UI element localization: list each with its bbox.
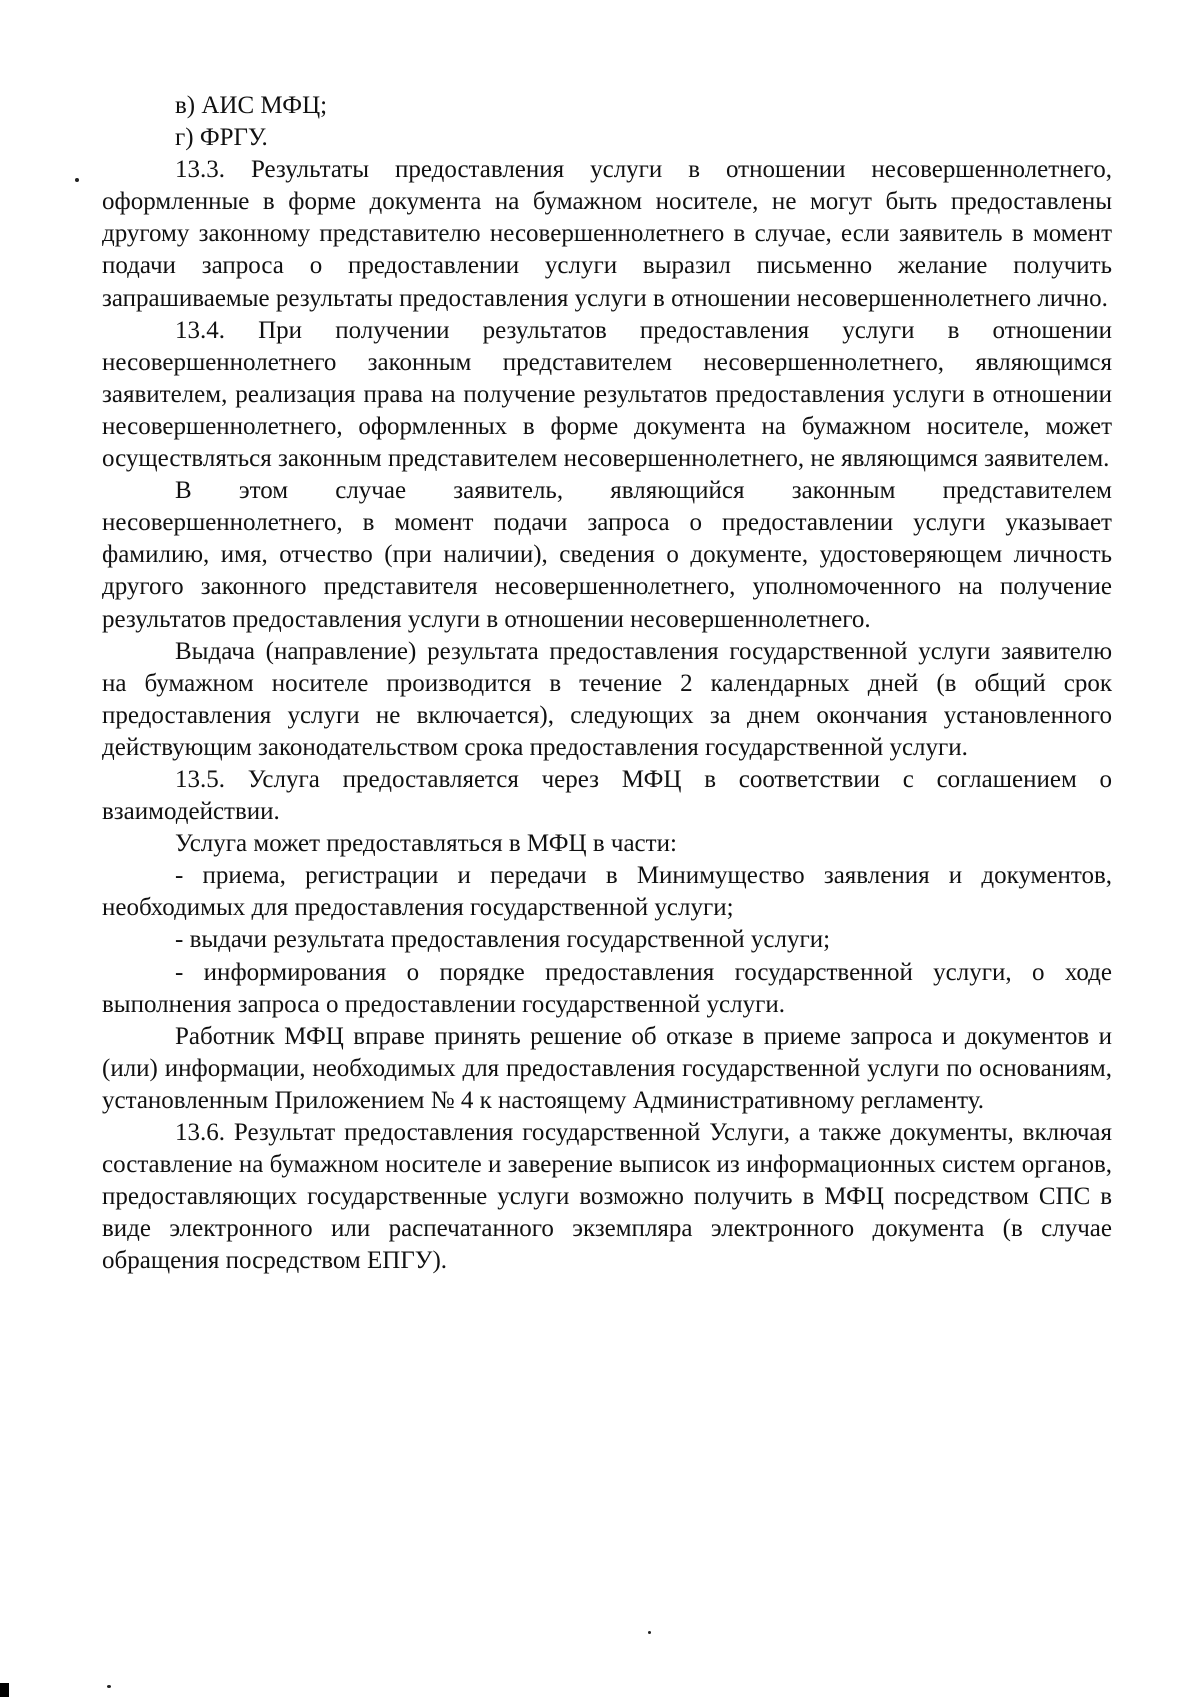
list-item-reception: - приема, регистрации и передачи в Минимущество заявления и документов, необходимых для предоставления государственной услуги; <box>102 862 1112 922</box>
paragraph-13-5: 13.5. Услуга предоставляется через МФЦ в соответствии с соглашением о взаимодействии. <box>102 765 1112 826</box>
scan-speck <box>107 1685 111 1688</box>
paragraph-13-4: 13.4. При получении результатов предоставления услуги в отношении несовершеннолетнего законным представителем несовершеннолетнего, являющимся заявителем, реализация права на получение результатов предоставления услуги в отношении несовершеннолетнего, оформленных в форме документа на бумажном носителе, может осуществляться законным представителем несовершеннолетнего, не являющимся заявителем. <box>102 316 1112 473</box>
list-item-informing: - информирования о порядке предоставления государственной услуги, о ходе выполнения запроса о предоставлении государственной услуги. <box>102 958 1112 1018</box>
paragraph-13-5-scope: Услуга может предоставляться в МФЦ в части: <box>175 830 677 858</box>
list-item-frgu: г) ФРГУ. <box>175 124 268 152</box>
paragraph-13-5-refusal: Работник МФЦ вправе принять решение об отказе в приеме запроса и документов и (или) информации, необходимых для предоставления государственной услуги по основаниям, установленным Приложением № 4 к настоящему Административному регламенту. <box>102 1022 1112 1114</box>
scan-edge-mark <box>0 1683 9 1697</box>
paragraph-13-3: 13.3. Результаты предоставления услуги в отношении несовершеннолетнего, оформленные в форме документа на бумажном носителе, не могут быть предоставлены другому законному представителю несовершеннолетнего в случае, если заявитель в момент подачи запроса о предоставлении услуги выразил письменно желание получить запрашиваемые результаты предоставления услуги в отношении несовершеннолетнего лично. <box>102 156 1112 312</box>
list-item-issuance: - выдачи результата предоставления государственной услуги; <box>175 926 831 954</box>
paragraph-13-4-case: В этом случае заявитель, являющийся законным представителем несовершеннолетнего, в момент подачи запроса о предоставлении услуги указывает фамилию, имя, отчество (при наличии), сведения о документе, удостоверяющем личность другого законного представителя несовершеннолетнего, уполномоченного на получение результатов предоставления услуги в отношении несовершеннолетнего. <box>102 477 1112 633</box>
document-body <box>102 90 1112 1277</box>
paragraph-13-6: 13.6. Результат предоставления государственной Услуги, а также документы, включая составление на бумажном носителе и заверение выписок из информационных систем органов, предоставляющих государственные услуги возможно получить в МФЦ посредством СПС в виде электронного или распечатанного экземпляра электронного документа (в случае обращения посредством ЕПГУ). <box>102 1119 1112 1275</box>
scan-speck <box>75 178 79 182</box>
paragraph-13-4-issuance: Выдача (направление) результата предоставления государственной услуги заявителю на бумажном носителе производится в течение 2 календарных дней (в общий срок предоставления услуги не включается), следующих за днем окончания установленного действующим законодательством срока предоставления государственной услуги. <box>102 637 1112 761</box>
scan-speck <box>648 1631 651 1634</box>
list-item-ais-mfc: в) АИС МФЦ; <box>175 92 328 119</box>
